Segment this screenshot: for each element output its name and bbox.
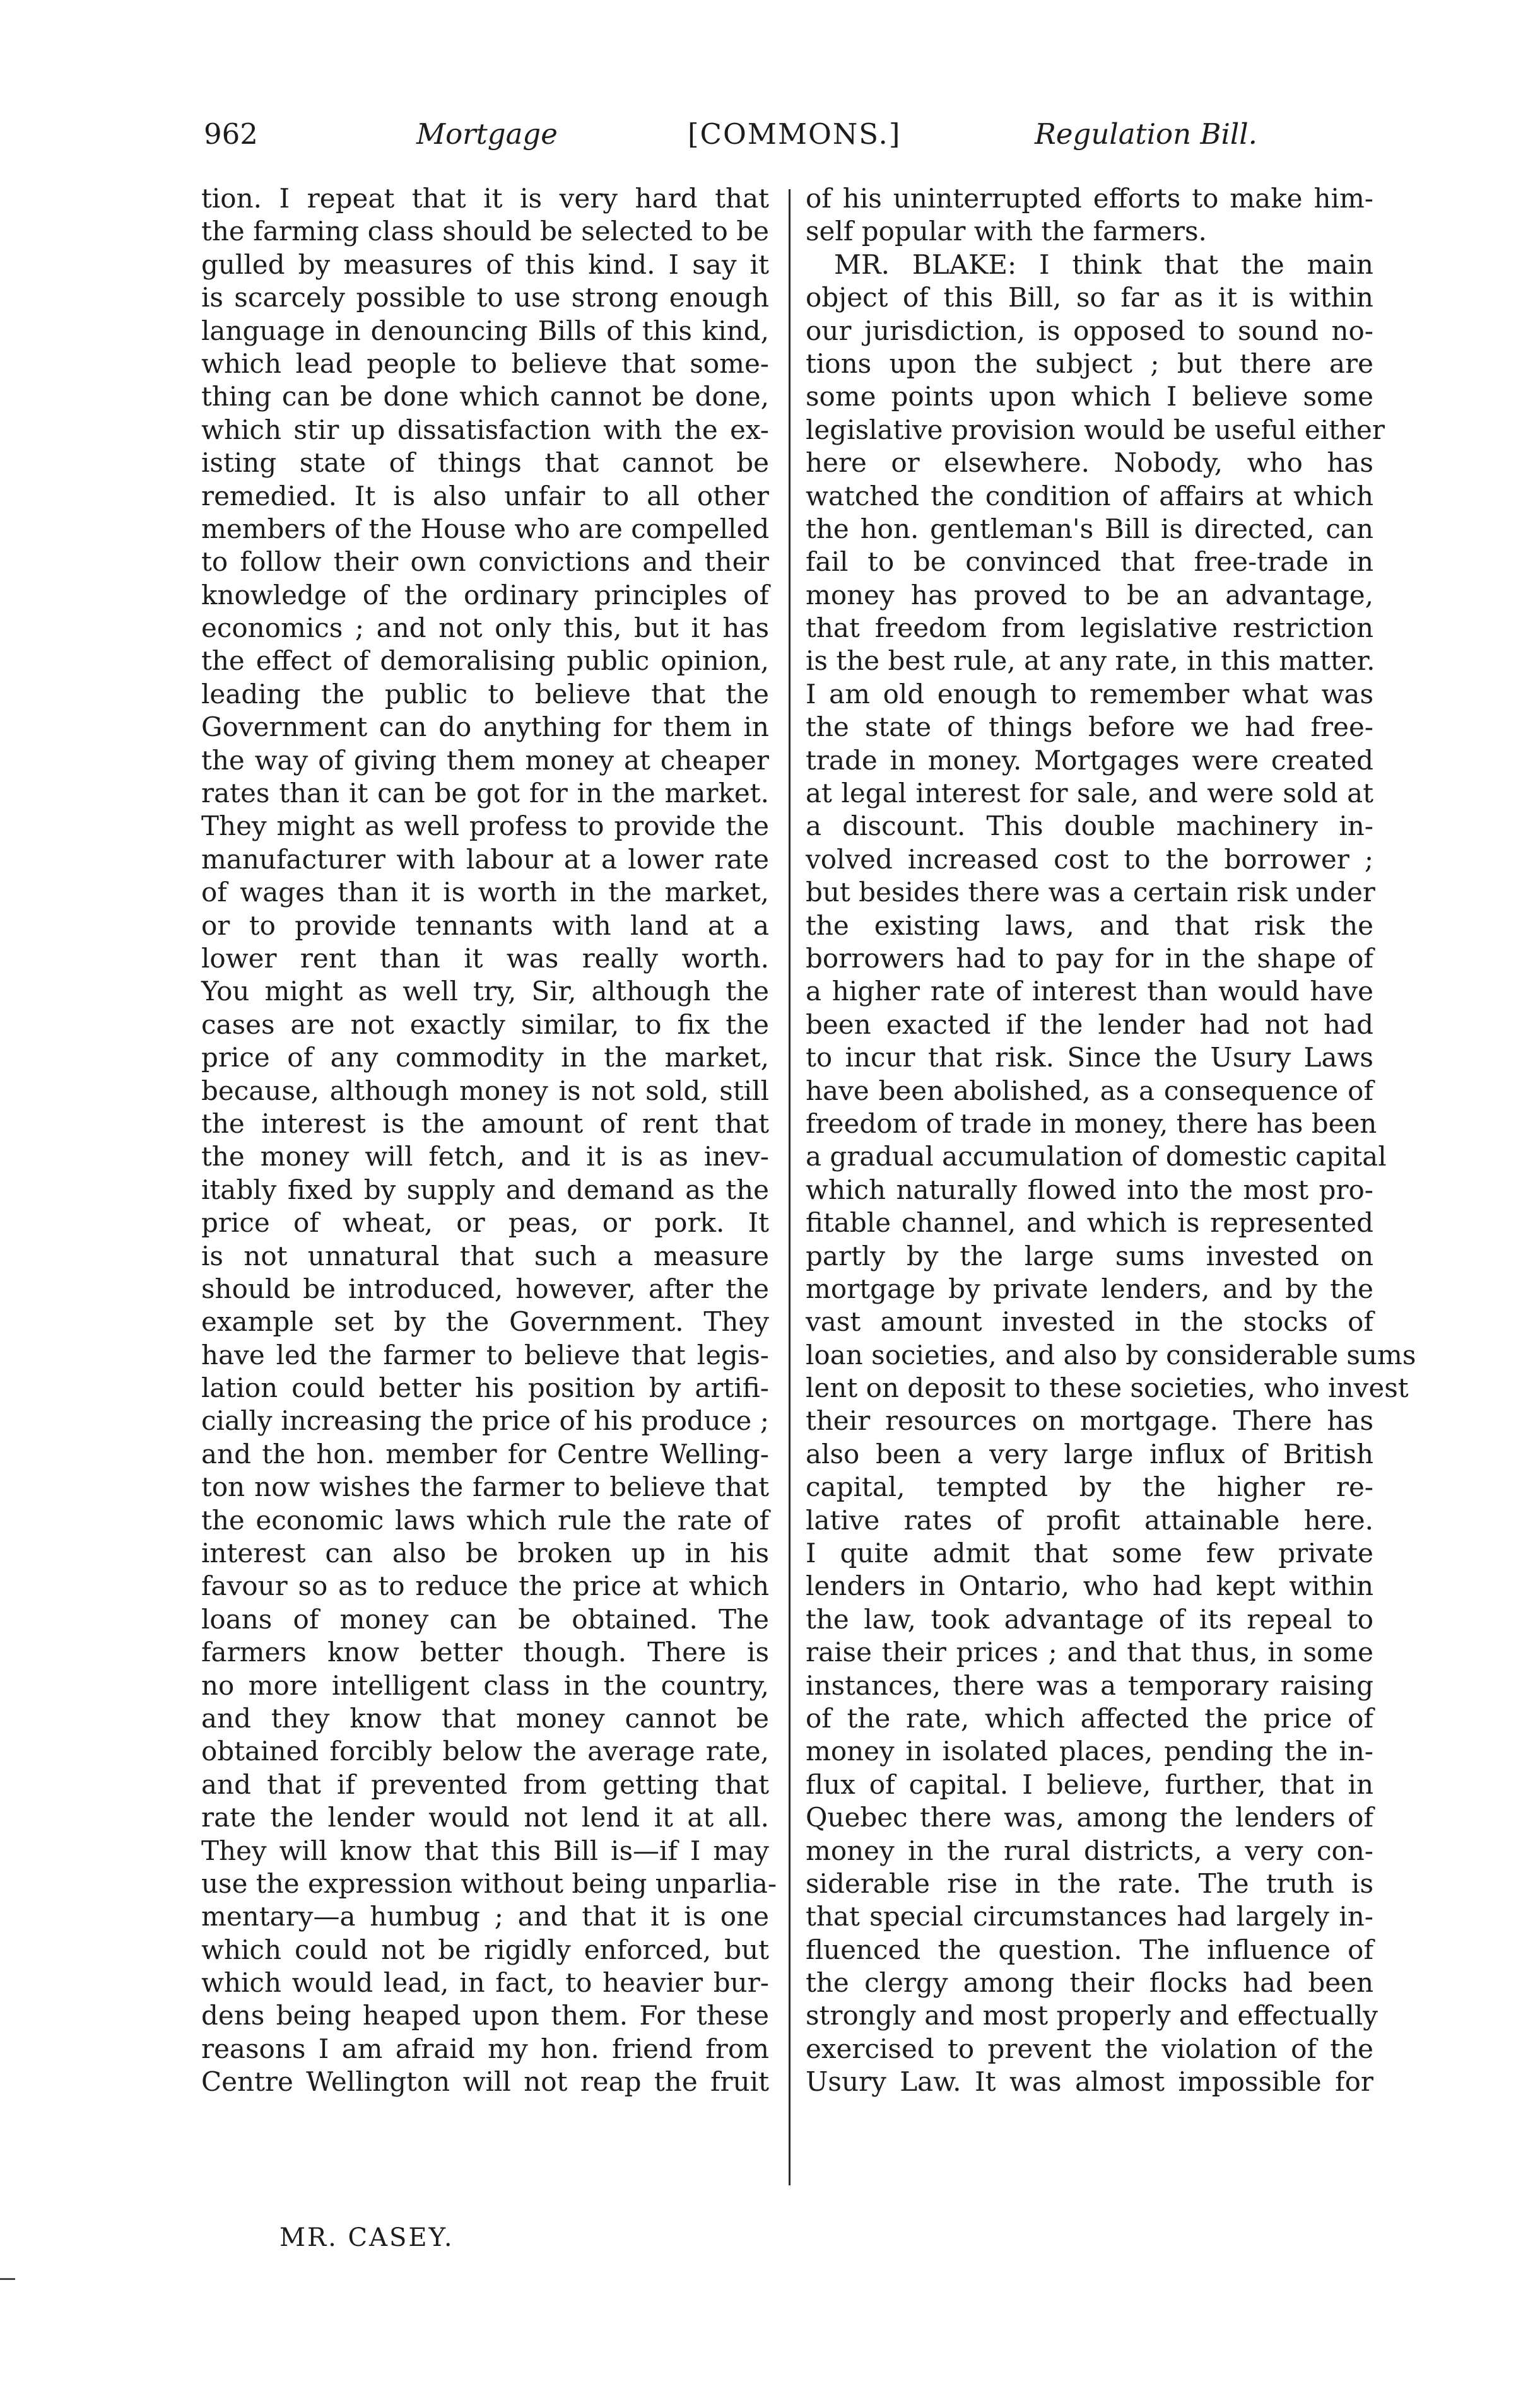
text-line: fluenced the question. The influence of xyxy=(806,1934,1373,1965)
text-line: interest can also be broken up in his xyxy=(201,1538,769,1569)
text-line: which could not be rigidly enforced, but xyxy=(201,1934,769,1965)
text-line: money in the rural districts, a very con- xyxy=(806,1835,1373,1866)
text-line: partly by the large sums invested on xyxy=(806,1240,1373,1271)
text-line: to follow their own convictions and their xyxy=(201,546,769,578)
text-line: or to provide tennants with land at a xyxy=(201,909,769,941)
running-title-center: [COMMONS.] xyxy=(688,117,902,151)
text-line: MR. BLAKE: I think that the main xyxy=(834,248,1373,280)
text-line: fitable channel, and which is represented xyxy=(806,1207,1373,1239)
text-line: is not unnatural that such a measure xyxy=(201,1240,769,1271)
text-line: raise their prices ; and that thus, in some xyxy=(806,1637,1373,1668)
text-line: capital, tempted by the higher re- xyxy=(806,1471,1373,1503)
text-line: a discount. This double machinery in- xyxy=(806,810,1373,842)
text-line: and they know that money cannot be xyxy=(201,1702,769,1734)
speaker-footer: MR. CASEY. xyxy=(279,2223,454,2252)
text-line: the state of things before we had free- xyxy=(806,711,1373,743)
text-line: but besides there was a certain risk under xyxy=(806,877,1375,908)
text-line: the law, took advantage of its repeal to xyxy=(806,1603,1373,1635)
text-line: the clergy among their flocks had been xyxy=(806,1967,1373,1999)
text-line: dens being heaped upon them. For these xyxy=(201,2000,769,2031)
text-line: cases are not exactly similar, to fix the xyxy=(201,1008,769,1040)
text-line: a gradual accumulation of domestic capital xyxy=(806,1141,1387,1172)
text-line: strongly and most properly and effectually xyxy=(806,2000,1378,2031)
text-line: lent on deposit to these societies, who invest xyxy=(806,1372,1409,1404)
text-line: that freedom from legislative restriction xyxy=(806,612,1373,644)
text-line: no more intelligent class in the country, xyxy=(201,1669,769,1701)
text-line: here or elsewhere. Nobody, who has xyxy=(806,447,1373,479)
text-line: They will know that this Bill is—if I may xyxy=(201,1835,769,1866)
text-line: isting state of things that cannot be xyxy=(201,447,769,479)
text-line: at legal interest for sale, and were sold at xyxy=(806,778,1373,809)
text-line: fail to be convinced that free-trade in xyxy=(806,546,1373,578)
text-line: rates than it can be got for in the market. xyxy=(201,778,769,809)
text-line: gulled by measures of this kind. I say it xyxy=(201,248,769,280)
text-line: use the expression without being unparlia- xyxy=(201,1867,777,1899)
text-line: money has proved to be an advantage, xyxy=(806,579,1373,611)
text-line: the hon. gentleman's Bill is directed, can xyxy=(806,513,1373,544)
text-line: mentary—a humbug ; and that it is one xyxy=(201,1901,769,1932)
text-line: lation could better his position by artifi- xyxy=(201,1372,769,1404)
text-line: our jurisdiction, is opposed to sound no- xyxy=(806,315,1373,346)
text-line: You might as well try, Sir, although the xyxy=(201,976,769,1007)
text-line: of the rate, which affected the price of xyxy=(806,1702,1373,1734)
text-line: which would lead, in fact, to heavier bur- xyxy=(201,1967,769,1999)
text-line: leading the public to believe that the xyxy=(201,678,769,710)
text-line: some points upon which I believe some xyxy=(806,381,1373,412)
text-line: remedied. It is also unfair to all other xyxy=(201,480,769,511)
text-line: thing can be done which cannot be done, xyxy=(201,381,769,412)
page-number: 962 xyxy=(204,117,258,151)
text-line: rate the lender would not lend it at all. xyxy=(201,1802,769,1833)
text-line: have been abolished, as a consequence of xyxy=(806,1075,1373,1106)
text-line: economics ; and not only this, but it has xyxy=(201,612,769,644)
running-title-left: Mortgage xyxy=(416,117,558,151)
text-line: I quite admit that some few private xyxy=(806,1538,1373,1569)
text-line: because, although money is not sold, still xyxy=(201,1075,769,1106)
right-text-column xyxy=(806,182,1416,2188)
text-line: siderable rise in the rate. The truth is xyxy=(806,1867,1373,1899)
text-line: Government can do anything for them in xyxy=(201,711,769,743)
text-line: knowledge of the ordinary principles of xyxy=(201,579,769,611)
text-line: price of wheat, or peas, or pork. It xyxy=(201,1207,769,1239)
text-line: lative rates of profit attainable here. xyxy=(806,1504,1373,1536)
text-line: ton now wishes the farmer to believe that xyxy=(201,1471,769,1503)
text-line: itably fixed by supply and demand as the xyxy=(201,1174,769,1205)
text-line: loan societies, and also by considerable sums xyxy=(806,1339,1416,1371)
text-line: manufacturer with labour at a lower rate xyxy=(201,843,769,875)
text-line: Usury Law. It was almost impossible for xyxy=(806,2066,1373,2098)
text-line: tion. I repeat that it is very hard that xyxy=(201,183,769,214)
text-line: Quebec there was, among the lenders of xyxy=(806,1802,1373,1833)
text-line: that special circumstances had largely in- xyxy=(806,1901,1373,1932)
text-line: flux of capital. I believe, further, that in xyxy=(806,1768,1373,1800)
text-line: legislative provision would be useful either xyxy=(806,414,1385,445)
text-line: the economic laws which rule the rate of xyxy=(201,1504,769,1536)
column-divider xyxy=(789,189,790,2185)
text-line: money in isolated places, pending the in- xyxy=(806,1736,1373,1767)
text-line: their resources on mortgage. There has xyxy=(806,1405,1373,1437)
text-line: also been a very large influx of British xyxy=(806,1438,1373,1470)
text-line: instances, there was a temporary raising xyxy=(806,1669,1373,1701)
text-line: Centre Wellington will not reap the fruit xyxy=(201,2066,769,2098)
text-line: a higher rate of interest than would have xyxy=(806,976,1373,1007)
text-line: the way of giving them money at cheaper xyxy=(201,744,769,776)
text-line: farmers know better though. There is xyxy=(201,1637,769,1668)
text-line: is scarcely possible to use strong enough xyxy=(201,282,769,313)
text-line: tions upon the subject ; but there are xyxy=(806,348,1373,379)
text-line: the money will fetch, and it is as inev- xyxy=(201,1141,769,1172)
text-line: vast amount invested in the stocks of xyxy=(806,1306,1373,1338)
text-line: freedom of trade in money, there has been xyxy=(806,1108,1377,1139)
text-line: to incur that risk. Since the Usury Laws xyxy=(806,1042,1373,1073)
text-line: loans of money can be obtained. The xyxy=(201,1603,769,1635)
margin-mark xyxy=(0,2278,15,2280)
text-line: and that if prevented from getting that xyxy=(201,1768,769,1800)
text-line: have led the farmer to believe that legis- xyxy=(201,1339,769,1371)
text-line: been exacted if the lender had not had xyxy=(806,1008,1373,1040)
text-line: I am old enough to remember what was xyxy=(806,678,1373,710)
text-line: is the best rule, at any rate, in this matter. xyxy=(806,645,1375,677)
text-line: the existing laws, and that risk the xyxy=(806,909,1373,941)
text-line: which stir up dissatisfaction with the ex- xyxy=(201,414,769,445)
text-line: They might as well profess to provide the xyxy=(201,810,769,842)
text-line: trade in money. Mortgages were created xyxy=(806,744,1373,776)
text-line: the effect of demoralising public opinion, xyxy=(201,645,769,677)
text-line: which lead people to believe that some- xyxy=(201,348,769,379)
text-line: lenders in Ontario, who had kept within xyxy=(806,1570,1373,1602)
text-line: the interest is the amount of rent that xyxy=(201,1108,769,1139)
page-header xyxy=(0,0,1528,189)
text-line: of his uninterrupted efforts to make him- xyxy=(806,183,1373,214)
running-title-right: Regulation Bill. xyxy=(1035,117,1257,151)
text-line: should be introduced, however, after the xyxy=(201,1273,769,1304)
text-line: lower rent than it was really worth. xyxy=(201,942,769,974)
text-line: mortgage by private lenders, and by the xyxy=(806,1273,1373,1304)
text-line: watched the condition of affairs at which xyxy=(806,480,1373,511)
left-text-column xyxy=(201,182,777,2188)
text-line: object of this Bill, so far as it is within xyxy=(806,282,1373,313)
text-line: price of any commodity in the market, xyxy=(201,1042,769,1073)
text-line: reasons I am afraid my hon. friend from xyxy=(201,2033,769,2064)
text-line: language in denouncing Bills of this kind, xyxy=(201,315,769,346)
text-line: volved increased cost to the borrower ; xyxy=(806,843,1373,875)
text-line: and the hon. member for Centre Welling- xyxy=(201,1438,769,1470)
text-line: which naturally flowed into the most pro- xyxy=(806,1174,1373,1205)
text-line: self popular with the farmers. xyxy=(806,216,1207,247)
text-line: cially increasing the price of his produce ; xyxy=(201,1405,769,1437)
text-line: members of the House who are compelled xyxy=(201,513,770,544)
text-line: the farming class should be selected to be xyxy=(201,216,769,247)
text-line: example set by the Government. They xyxy=(201,1306,769,1338)
text-line: favour so as to reduce the price at which xyxy=(201,1570,769,1602)
text-line: obtained forcibly below the average rate, xyxy=(201,1736,769,1767)
text-line: of wages than it is worth in the market, xyxy=(201,877,769,908)
text-line: exercised to prevent the violation of the xyxy=(806,2033,1373,2064)
text-line: borrowers had to pay for in the shape of xyxy=(806,942,1373,974)
